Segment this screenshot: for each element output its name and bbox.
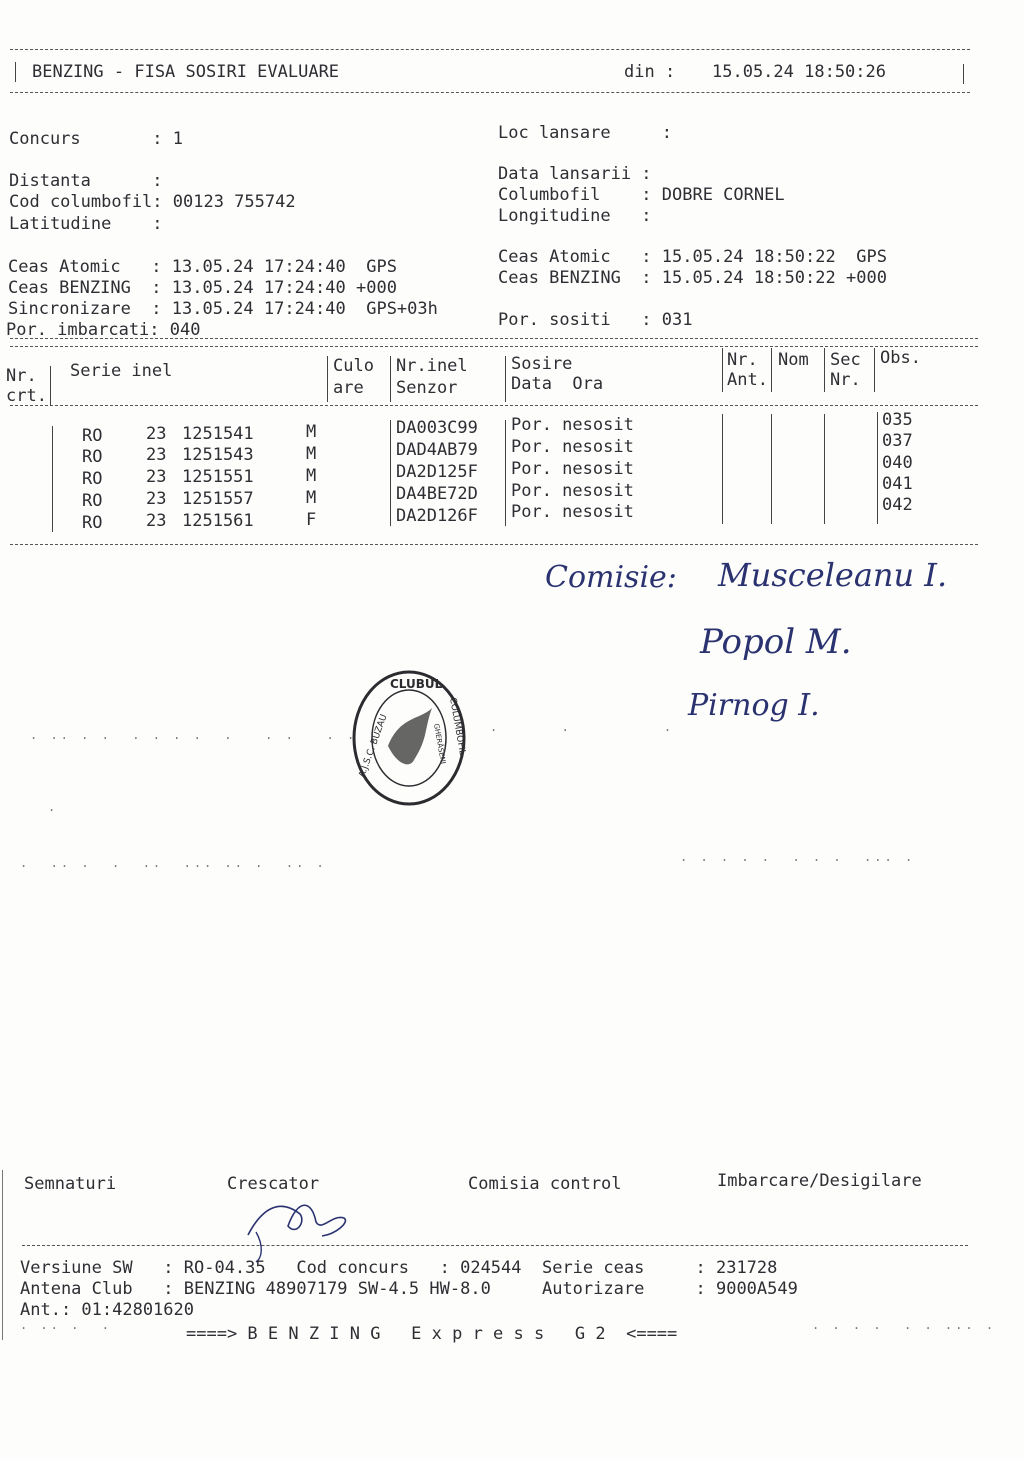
stamp-inner-text: GHERĂSENI: [432, 722, 448, 765]
col-nom-header: Nom: [778, 350, 809, 370]
row-ring: 1251543: [182, 445, 254, 465]
report-title: BENZING - FISA SOSIRI EVALUARE: [32, 62, 340, 82]
row-sex: F: [306, 510, 317, 530]
ceas-benzing-end: Ceas BENZING : 15.05.24 18:50:22 +000: [498, 268, 887, 288]
handwritten-comisie: Comisie:: [545, 560, 677, 595]
report-date-value: 15.05.24 18:50:26: [712, 62, 886, 82]
footer-ant: Ant.: 01:42801620: [20, 1300, 194, 1320]
row-year: 23: [146, 489, 167, 509]
row-year: 23: [146, 511, 167, 531]
col-nr-header-2: crt.: [6, 386, 47, 406]
obs-value: 037: [882, 431, 913, 451]
field-cod-columbofil: Cod columbofil: 00123 755742: [9, 192, 296, 212]
stamp-top-text: CLUBUL: [390, 677, 443, 691]
ceas-atomic-end: Ceas Atomic : 15.05.24 18:50:22 GPS: [498, 247, 887, 267]
field-concurs: Concurs : 1: [9, 129, 183, 149]
report-date-label: din :: [624, 62, 676, 82]
row-sex: M: [306, 488, 317, 508]
signatures-label: Semnaturi: [24, 1174, 117, 1194]
footer-rule: [22, 1245, 968, 1246]
col-sosire-header-2: Data Ora: [511, 374, 604, 394]
row-country: RO: [82, 491, 103, 511]
row-country: RO: [82, 447, 103, 467]
col-nrinel-header-1: Nr.inel: [396, 356, 468, 376]
row-sex: M: [306, 444, 317, 464]
row-sensor: DA2D126F: [396, 506, 478, 526]
row-status: Por. nesosit: [511, 437, 634, 457]
row-ring: 1251551: [182, 467, 254, 487]
row-sex: M: [306, 422, 317, 442]
row-ring: 1251561: [182, 511, 254, 531]
stamp-left-text: A.J.S.C. BUZAU: [357, 713, 390, 780]
row-year: 23: [146, 424, 167, 444]
row-year: 23: [146, 445, 167, 465]
scan-noise: . .. . . .. ... .. . .. .: [20, 856, 327, 870]
row-status: Por. nesosit: [511, 415, 634, 435]
ceas-atomic-start: Ceas Atomic : 13.05.24 17:24:40 GPS: [8, 257, 397, 277]
col-culoare-header-1: Culo: [333, 356, 374, 376]
scan-noise: . . . . . . ... .: [812, 1318, 997, 1332]
row-ring: 1251541: [182, 424, 254, 444]
scan-noise: .: [48, 800, 59, 814]
col-nrinel-header-2: Senzor: [396, 378, 458, 398]
footer-brand: ====> B E N Z I N G E x p r e s s G 2 <====: [186, 1324, 678, 1344]
obs-value: 042: [882, 495, 913, 515]
row-sensor: DA003C99: [396, 418, 478, 438]
field-loc-lansare: Loc lansare :: [498, 123, 672, 143]
scan-noise: . .. . .: [20, 1318, 113, 1332]
sincronizare: Sincronizare : 13.05.24 17:24:40 GPS+03h: [8, 299, 438, 319]
row-country: RO: [82, 469, 103, 489]
row-status: Por. nesosit: [511, 502, 634, 522]
row-country: RO: [82, 426, 103, 446]
row-year: 23: [146, 467, 167, 487]
field-data-lansarii: Data lansarii :: [498, 164, 652, 184]
handwritten-name-1: Musceleanu I.: [718, 556, 948, 594]
row-status: Por. nesosit: [511, 459, 634, 479]
field-longitudine: Longitudine :: [498, 206, 652, 226]
por-sositi: Por. sositi : 031: [498, 310, 693, 330]
row-ring: 1251557: [182, 489, 254, 509]
col-nr-header-1: Nr.: [6, 366, 37, 386]
col-sosire-header-1: Sosire: [511, 354, 573, 374]
handwritten-name-3: Pirnog I.: [688, 688, 820, 723]
col-sec-header-1: Sec: [830, 350, 861, 370]
field-latitudine: Latitudine :: [9, 214, 163, 234]
obs-value: 041: [882, 474, 913, 494]
row-sex: M: [306, 466, 317, 486]
field-columbofil: Columbofil : DOBRE CORNEL: [498, 185, 785, 205]
row-sensor: DA4BE72D: [396, 484, 478, 504]
row-sensor: DAD4AB79: [396, 440, 478, 460]
obs-value: 035: [882, 410, 913, 430]
obs-value: 040: [882, 453, 913, 473]
stamp-right-text: COLUMBOFIL: [447, 696, 468, 756]
por-imbarcati: Por. imbarcati: 040: [6, 320, 201, 340]
signature-comisia-label: Comisia control: [468, 1174, 622, 1194]
page-left-margin-line: [2, 1170, 3, 1340]
col-obs-header: Obs.: [880, 348, 921, 368]
ceas-benzing-start: Ceas BENZING : 13.05.24 17:24:40 +000: [8, 278, 397, 298]
footer-antena: Antena Club : BENZING 48907179 SW-4.5 HW-8.0 Autorizare : 9000A549: [20, 1279, 798, 1299]
col-nrant-header-2: Ant.: [727, 370, 768, 390]
signature-imbarcare-label: Imbarcare/Desigilare: [717, 1171, 922, 1191]
signature-crescator-label: Crescator: [227, 1174, 320, 1194]
scan-noise: . . .: [490, 720, 675, 734]
col-nrant-header-1: Nr.: [727, 350, 758, 370]
scan-noise: . .. . . . . . . . . . . .: [30, 728, 358, 742]
col-sec-header-2: Nr.: [830, 370, 861, 390]
field-distanta: Distanta :: [9, 171, 163, 191]
col-culoare-header-2: are: [333, 378, 364, 398]
col-serie-header: Serie inel: [70, 361, 173, 381]
handwritten-name-2: Popol M.: [700, 622, 852, 662]
footer-versiune: Versiune SW : RO-04.35 Cod concurs : 024544 Serie ceas : 231728: [20, 1258, 778, 1278]
row-sensor: DA2D125F: [396, 462, 478, 482]
row-country: RO: [82, 513, 103, 533]
row-status: Por. nesosit: [511, 481, 634, 501]
scan-noise: . . . . . . . . ... .: [680, 850, 916, 864]
